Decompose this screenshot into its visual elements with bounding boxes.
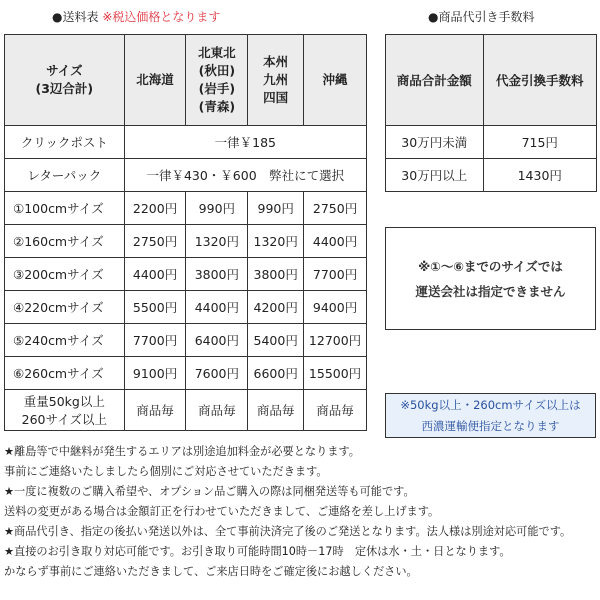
size-label: ⑥260cmサイズ	[5, 357, 125, 390]
price-cell: 6600円	[248, 357, 304, 390]
price-cell: 5400円	[248, 324, 304, 357]
table-row	[5, 258, 367, 291]
price-cell: 4200円	[248, 291, 304, 324]
amount-range: 30万円以上	[386, 159, 484, 192]
size-label: ①100cmサイズ	[5, 192, 125, 225]
price-cell: 3800円	[186, 258, 248, 291]
carrier-note-box: ※①～⑥までのサイズでは 運送会社は指定できません	[385, 227, 596, 330]
table-row	[5, 225, 367, 258]
price-cell: 4400円	[186, 291, 248, 324]
price-cell: 15500円	[304, 357, 367, 390]
note-line: ★直接のお引き取り対応可能です。お引き取り可能時間10時－17時 定休は水・土・日となります。	[4, 545, 511, 558]
price-cell: 2750円	[124, 225, 186, 258]
price-cell: 商品毎	[124, 390, 186, 431]
price-cell: 7600円	[186, 357, 248, 390]
price-cell: 2200円	[124, 192, 186, 225]
price-cell: 12700円	[304, 324, 367, 357]
heavy-row	[5, 390, 367, 431]
cod-fee-table	[385, 34, 597, 192]
table-row	[5, 291, 367, 324]
note-line: ★離島等で中継料が発生するエリアは別途追加料金が必要となります。	[4, 445, 360, 458]
price-cell: 6400円	[186, 324, 248, 357]
seino-note-box: ※50kg以上・260cmサイズ以上は 西濃運輸便指定となります	[385, 393, 596, 438]
total-amount-header: 商品合計金額	[386, 35, 484, 126]
okinawa-header: 沖縄	[304, 35, 367, 126]
tax-note: ※税込価格となります	[102, 10, 221, 24]
size-label: ⑤240cmサイズ	[5, 324, 125, 357]
price-cell: 3800円	[248, 258, 304, 291]
table-row	[5, 324, 367, 357]
tohoku-header: 北東北 (秋田) (岩手) (青森)	[186, 35, 248, 126]
heavy-label: 重量50kg以上 260サイズ以上	[5, 390, 125, 431]
price-cell: 7700円	[124, 324, 186, 357]
size-label: ④220cmサイズ	[5, 291, 125, 324]
table-row	[386, 159, 597, 192]
shipping-header-row	[5, 35, 367, 126]
note-line: ★商品代引き、指定の後払い発送以外は、全て事前決済完了後のご発送となります。法人様は別途対応可能です。	[4, 525, 572, 538]
price-cell: 商品毎	[304, 390, 367, 431]
price-cell: 7700円	[304, 258, 367, 291]
price-cell: 1320円	[248, 225, 304, 258]
click-post-value: 一律￥185	[124, 126, 366, 159]
cod-fee: 1430円	[483, 159, 597, 192]
click-post-label: クリックポスト	[5, 126, 125, 159]
cod-heading: ●商品代引き手数料	[428, 10, 535, 24]
honshu-header: 本州 九州 四国	[248, 35, 304, 126]
price-cell: 2750円	[304, 192, 367, 225]
note-line: 送料の変更がある場合は金額訂正を行わせていただきまして、ご連絡を差し上げます。	[4, 505, 440, 518]
hokkaido-header: 北海道	[124, 35, 186, 126]
price-cell: 1320円	[186, 225, 248, 258]
price-cell: 990円	[248, 192, 304, 225]
letter-pack-label: レターパック	[5, 159, 125, 192]
note-line: ★一度に複数のご購入希望や、オプション品ご購入の際は同梱発送等も可能です。	[4, 485, 415, 498]
size-header: サイズ (3辺合計)	[5, 35, 125, 126]
price-cell: 4400円	[124, 258, 186, 291]
price-cell: 5500円	[124, 291, 186, 324]
price-cell: 9100円	[124, 357, 186, 390]
shipping-heading	[52, 8, 220, 25]
shipping-title: ●送料表	[52, 10, 99, 24]
cod-fee: 715円	[483, 126, 597, 159]
table-row	[5, 357, 367, 390]
price-cell: 990円	[186, 192, 248, 225]
amount-range: 30万円未満	[386, 126, 484, 159]
price-cell: 9400円	[304, 291, 367, 324]
price-cell: 商品毎	[186, 390, 248, 431]
cod-header-row	[386, 35, 597, 126]
price-cell: 4400円	[304, 225, 367, 258]
note-line: かならず事前にご連絡いただきまして、ご来店日時をご確定後にお越しください。	[4, 565, 418, 578]
click-post-row	[5, 126, 367, 159]
note-line: 事前にご連絡いたしましたら個別にご対応させていただきます。	[4, 465, 328, 478]
size-label: ③200cmサイズ	[5, 258, 125, 291]
table-row	[386, 126, 597, 159]
size-label: ②160cmサイズ	[5, 225, 125, 258]
shipping-table	[4, 34, 367, 431]
table-row	[5, 192, 367, 225]
notes-list	[4, 442, 571, 582]
letter-pack-row	[5, 159, 367, 192]
letter-pack-value: 一律￥430・￥600 弊社にて選択	[124, 159, 366, 192]
price-cell: 商品毎	[248, 390, 304, 431]
cod-fee-header: 代金引換手数料	[483, 35, 597, 126]
